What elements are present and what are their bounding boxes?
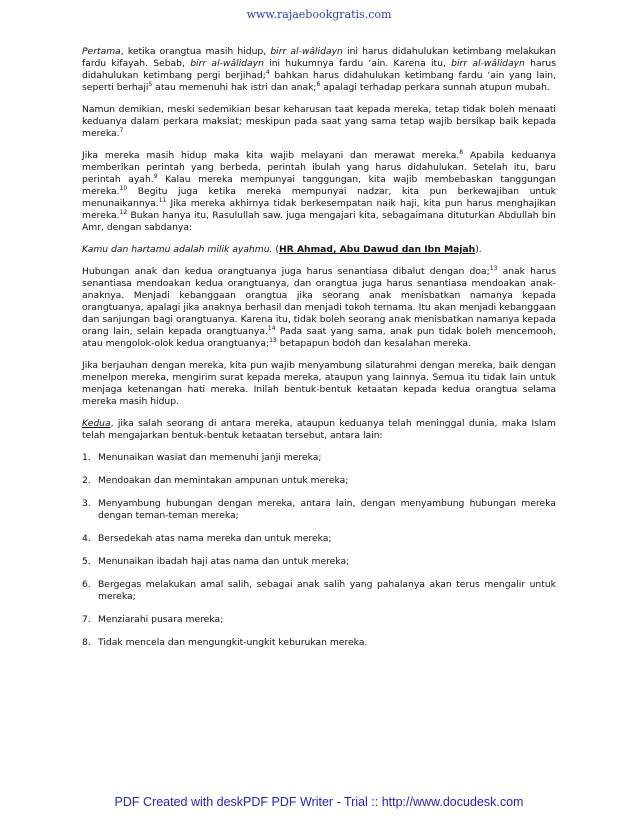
text-span: Jika mereka akhirnya tidak berkesempatan naik haji, kita pun harus menghajikan mereka. xyxy=(82,198,556,221)
text-span: atau memenuhi hak istri dan anak; xyxy=(152,82,317,93)
list-text: Tidak mencela dan mengungkit-ungkit keburukan mereka. xyxy=(98,637,368,648)
text-span: Hubungan anak dan kedua orangtuanya juga harus senantiasa dibalut dengan doa; xyxy=(82,266,490,277)
text-span: anak harus senantiasa mendoakan kedua orangtuanya, dan orangtua juga harus senantiasa mendoakan anak-anaknya. Menjadi kebanggaan orangtua jika seorang anak menisbatkan namanya kepada orangtuanya, apalagi jika anaknya berhasil dan menjadi tokoh ternama. Itu akan menjadi kebanggaan dan sanjungan bagi orangtuanya. Karena itu, tidak boleh seorang anak menisbatkan namanya kepada orang lain, selain kepada orangtuanya. xyxy=(82,266,556,337)
term-birr: birr al-wâlidayn xyxy=(190,58,264,69)
list-number: 2. xyxy=(82,475,91,486)
text-span: Namun demikian, meski sedemikian besar keharusan taat kepada mereka, tetap tidak boleh menaati keduanya dalam perkara maksiat; meskipun pada saat yang sama tetap wajib bersikap baik kepada mereka. xyxy=(82,104,556,139)
text-span: Jika berjauhan dengan mereka, kita pun wajib menyambung silaturahmi dengan mereka, baik dengan menelpon mereka, mengirim surat kepada mereka, ataupun yang lainnya. Semua itu tidak lain untuk menjaga ketenangan hati mereka. Inilah bentuk-bentuk ketaatan kepada kedua orangtua selama mereka masih hidup. xyxy=(82,360,556,407)
paragraph-jika-hidup xyxy=(82,150,556,234)
term-birr: birr al-wâlidayn xyxy=(270,46,343,57)
document-body xyxy=(82,46,556,660)
list-text: Bergegas melakukan amal salih, sebagai anak salih yang pahalanya akan terus mengalir untuk mereka; xyxy=(98,579,556,602)
text-span: apalagi terhadap perkara sunnah atupun mubah. xyxy=(320,82,550,93)
footnote-ref: 11 xyxy=(158,196,167,204)
list-item xyxy=(82,475,556,487)
term-birr: birr al-wâlidayn xyxy=(451,58,525,69)
text-span: Kalau mereka mempunyai tanggungan, kita wajib membebaskan tanggungan mereka. xyxy=(82,174,556,197)
text-span: , ketika orangtua masih hidup, xyxy=(120,46,271,57)
text-span: bahkan harus didahulukan ketimbang fardu ‘ain yang lain, seperti berhaji xyxy=(82,70,556,93)
paragraph-hubungan xyxy=(82,266,556,350)
list-text: Mendoakan dan memintakan ampunan untuk mereka; xyxy=(98,475,349,486)
footnote-ref: 8 xyxy=(459,148,464,156)
paragraph-hadith xyxy=(82,244,556,256)
list-number: 1. xyxy=(82,452,91,463)
list-item xyxy=(82,556,556,568)
list-number: 6. xyxy=(82,579,91,590)
text-span: ini harus didahulukan ketimbang melakukan fardu kifayah. Sebab, xyxy=(82,46,556,69)
list-number: 4. xyxy=(82,533,91,544)
hadith-quote: Kamu dan hartamu adalah milik ayahmu. xyxy=(82,244,273,255)
obedience-list xyxy=(82,452,556,649)
term-kedua: Kedua xyxy=(82,418,111,429)
footnote-ref: 5 xyxy=(148,80,153,88)
list-item xyxy=(82,452,556,464)
text-span: ( xyxy=(275,244,279,255)
text-span: ). xyxy=(475,244,482,255)
text-span: Begitu juga ketika mereka mempunyai nadzar, kita pun berkewajiban untuk menunaikannya. xyxy=(82,186,556,209)
list-item xyxy=(82,579,556,603)
footnote-ref: 14 xyxy=(267,324,276,332)
footnote-ref: 13 xyxy=(269,336,277,344)
paragraph-berjauhan xyxy=(82,360,556,408)
footnote-ref: 12 xyxy=(119,208,128,216)
text-span: , jika salah seorang di antara mereka, ataupun keduanya telah meninggal dunia, maka Islam telah mengajarkan bentuk-bentuk ketaatan tersebut, antara lain: xyxy=(82,418,556,441)
list-text: Menyambung hubungan dengan mereka, antara lain, dengan menyambung hubungan mereka dengan teman-teman mereka; xyxy=(98,498,556,521)
list-number: 8. xyxy=(82,637,91,648)
list-number: 3. xyxy=(82,498,91,509)
paragraph-pertama xyxy=(82,46,556,94)
paragraph-namun xyxy=(82,104,556,140)
list-text: Menunaikan wasiat dan memenuhi janji mereka; xyxy=(98,452,322,463)
paragraph-kedua xyxy=(82,418,556,442)
text-span: ini hukumnya fardu ‘ain. Karena itu, xyxy=(263,58,452,69)
text-span: harus didahulukan ketimbang pergi berjihad; xyxy=(82,58,556,81)
footnote-ref: 7 xyxy=(119,126,124,134)
list-text: Menziarahi pusara mereka; xyxy=(98,614,224,625)
footnote-ref: 4 xyxy=(265,68,270,76)
footnote-ref: 13 xyxy=(489,264,498,272)
list-number: 7. xyxy=(82,614,91,625)
text-span: betapapun bodoh dan kesalahan mereka. xyxy=(276,338,472,349)
footnote-ref: 9 xyxy=(153,172,158,180)
list-text: Bersedekah atas nama mereka dan untuk mereka; xyxy=(98,533,332,544)
list-item xyxy=(82,498,556,522)
list-item xyxy=(82,614,556,626)
list-number: 5. xyxy=(82,556,91,567)
header-site-url: www.rajaebookgratis.com xyxy=(246,8,392,21)
text-span: Jika mereka masih hidup maka kita wajib melayani dan merawat mereka. xyxy=(82,150,460,161)
text-span: Pada saat yang sama, anak pun tidak boleh mencemooh, atau mengolok-olok kedua orangtuanya; xyxy=(82,326,557,349)
text-span: Apabila keduanya memberikan perintah yang berbeda, perintah ibulah yang harus didahulukan. Setelah itu, baru perintah ayah. xyxy=(82,150,556,185)
term-pertama: Pertama xyxy=(82,46,121,57)
text-span: Bukan hanya itu, Rasulullah saw. juga mengajari kita, sebagaimana dituturkan Abdullah bin Amr, dengan sabdanya: xyxy=(82,210,556,233)
pdf-footer: PDF Created with deskPDF PDF Writer - Trial :: http://www.docudesk.com xyxy=(114,795,524,809)
list-item xyxy=(82,637,556,649)
list-item xyxy=(82,533,556,545)
list-text: Menunaikan ibadah haji atas nama dan untuk mereka; xyxy=(98,556,350,567)
footnote-ref: 6 xyxy=(316,80,321,88)
footnote-ref: 10 xyxy=(119,184,128,192)
hadith-source: HR Ahmad, Abu Dawud dan Ibn Majah xyxy=(278,244,476,255)
